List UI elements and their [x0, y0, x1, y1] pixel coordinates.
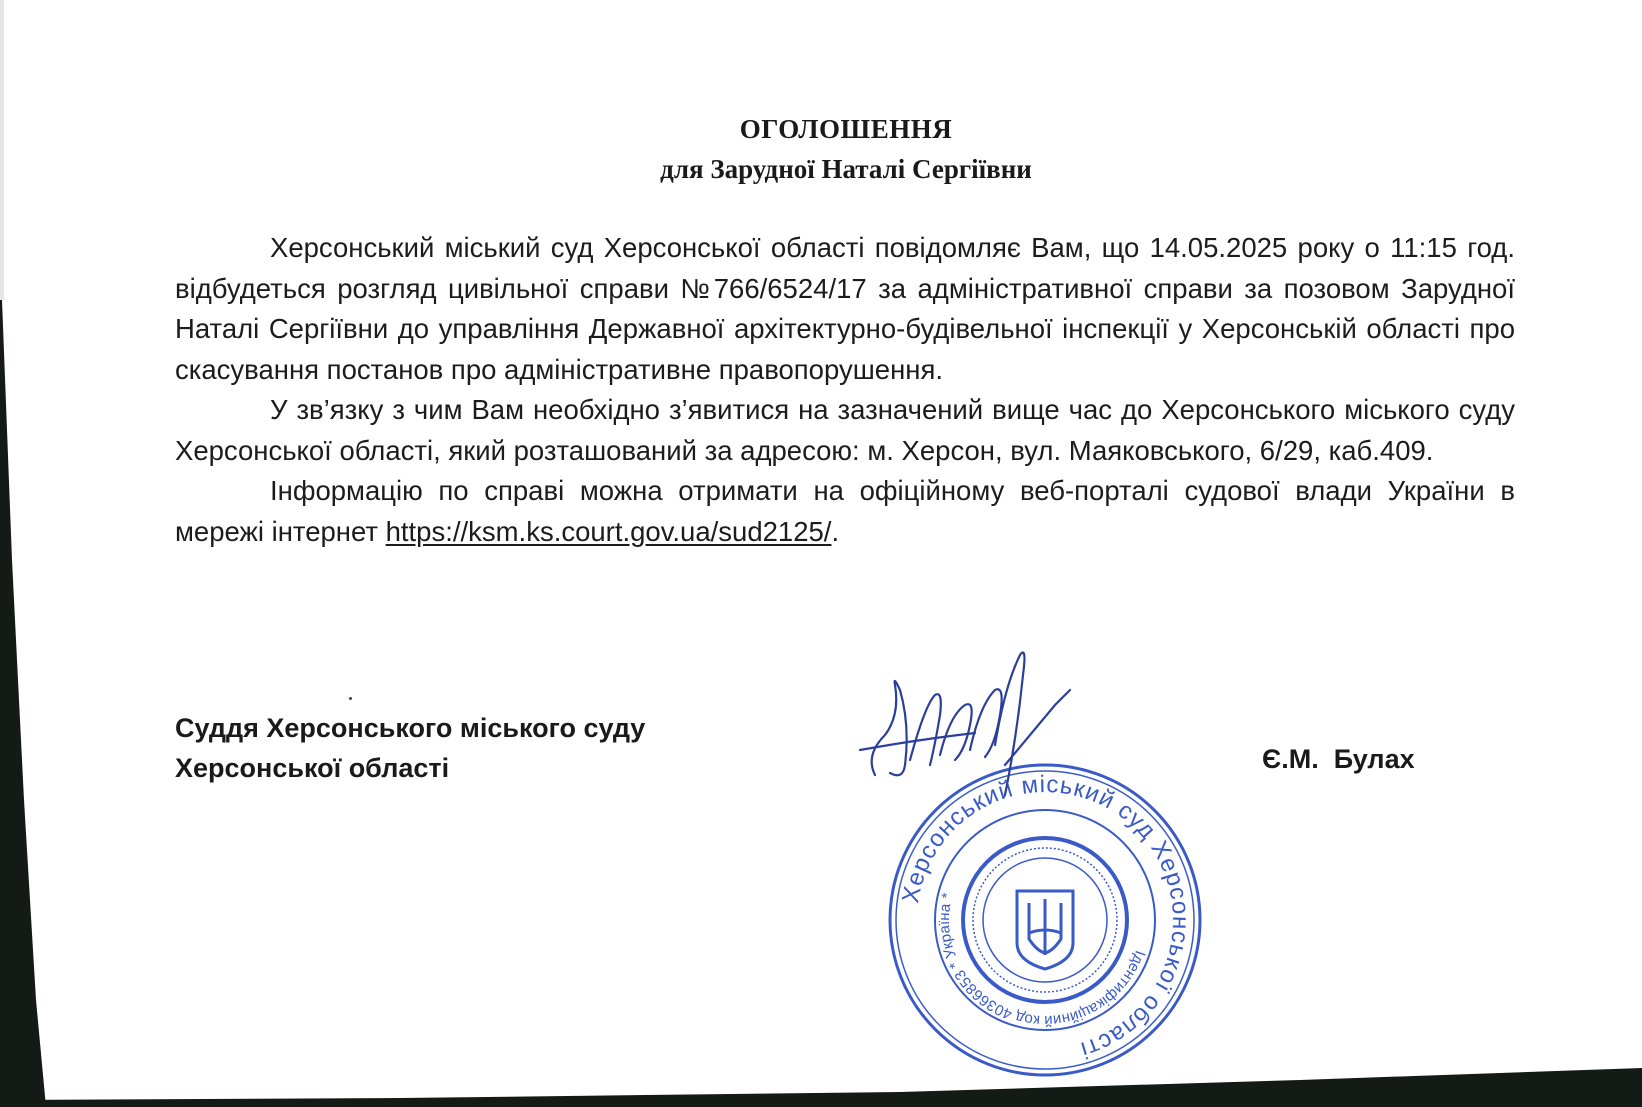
svg-text:Херсонський міський суд Херсон: Херсонський міський суд Херсонської області	[897, 770, 1195, 1064]
handwritten-signature	[855, 645, 1075, 805]
info-text-end: .	[831, 515, 840, 547]
signer-name: Є.М. Булах	[1262, 744, 1415, 774]
signer-position-line1: Суддя Херсонського міського суду	[175, 713, 646, 743]
scan-bottom-edge	[0, 1060, 1642, 1107]
info-text: Інформацію по справі можна отримати на офіційному веб-порталі судової влади України в мережі інтернет	[175, 475, 1515, 547]
svg-text:Ідентифікаційний код 40366853: Ідентифікаційний код 40366853 * Україна *	[935, 891, 1149, 1030]
paragraph-info	[175, 471, 1515, 552]
notice-body	[175, 228, 1515, 552]
paragraph-hearing: Херсонський міський суд Херсонської області повідомляє Вам, що 14.05.2025 року о 11:15 год. відбудеться розгляд цивільної справи №766/6524/17 за адміністративної справи за позовом Зарудної Наталі Сергіївни до управління Державної архітектурно-будівельної інспекції у Херсонській області про скасування постанов про адміністративне правопорушення.	[175, 232, 1515, 385]
signer-position	[175, 708, 645, 788]
court-portal-link[interactable]: https://ksm.ks.court.gov.ua/sud2125/	[385, 515, 832, 547]
scan-speck	[349, 697, 352, 700]
addressee-line: для Зарудної Наталі Сергіївни	[660, 154, 1032, 184]
announcement-title: ОГОЛОШЕННЯ	[739, 114, 953, 144]
signer-position-line2: Херсонської області	[175, 753, 450, 783]
paragraph-appearance: У зв’язку з чим Вам необхідно з’явитися на зазначений вище час до Херсонського міського суду Херсонської області, який розташований за адресою: м. Херсон, вул. Маяковського, 6/29, каб.409.	[175, 394, 1515, 466]
